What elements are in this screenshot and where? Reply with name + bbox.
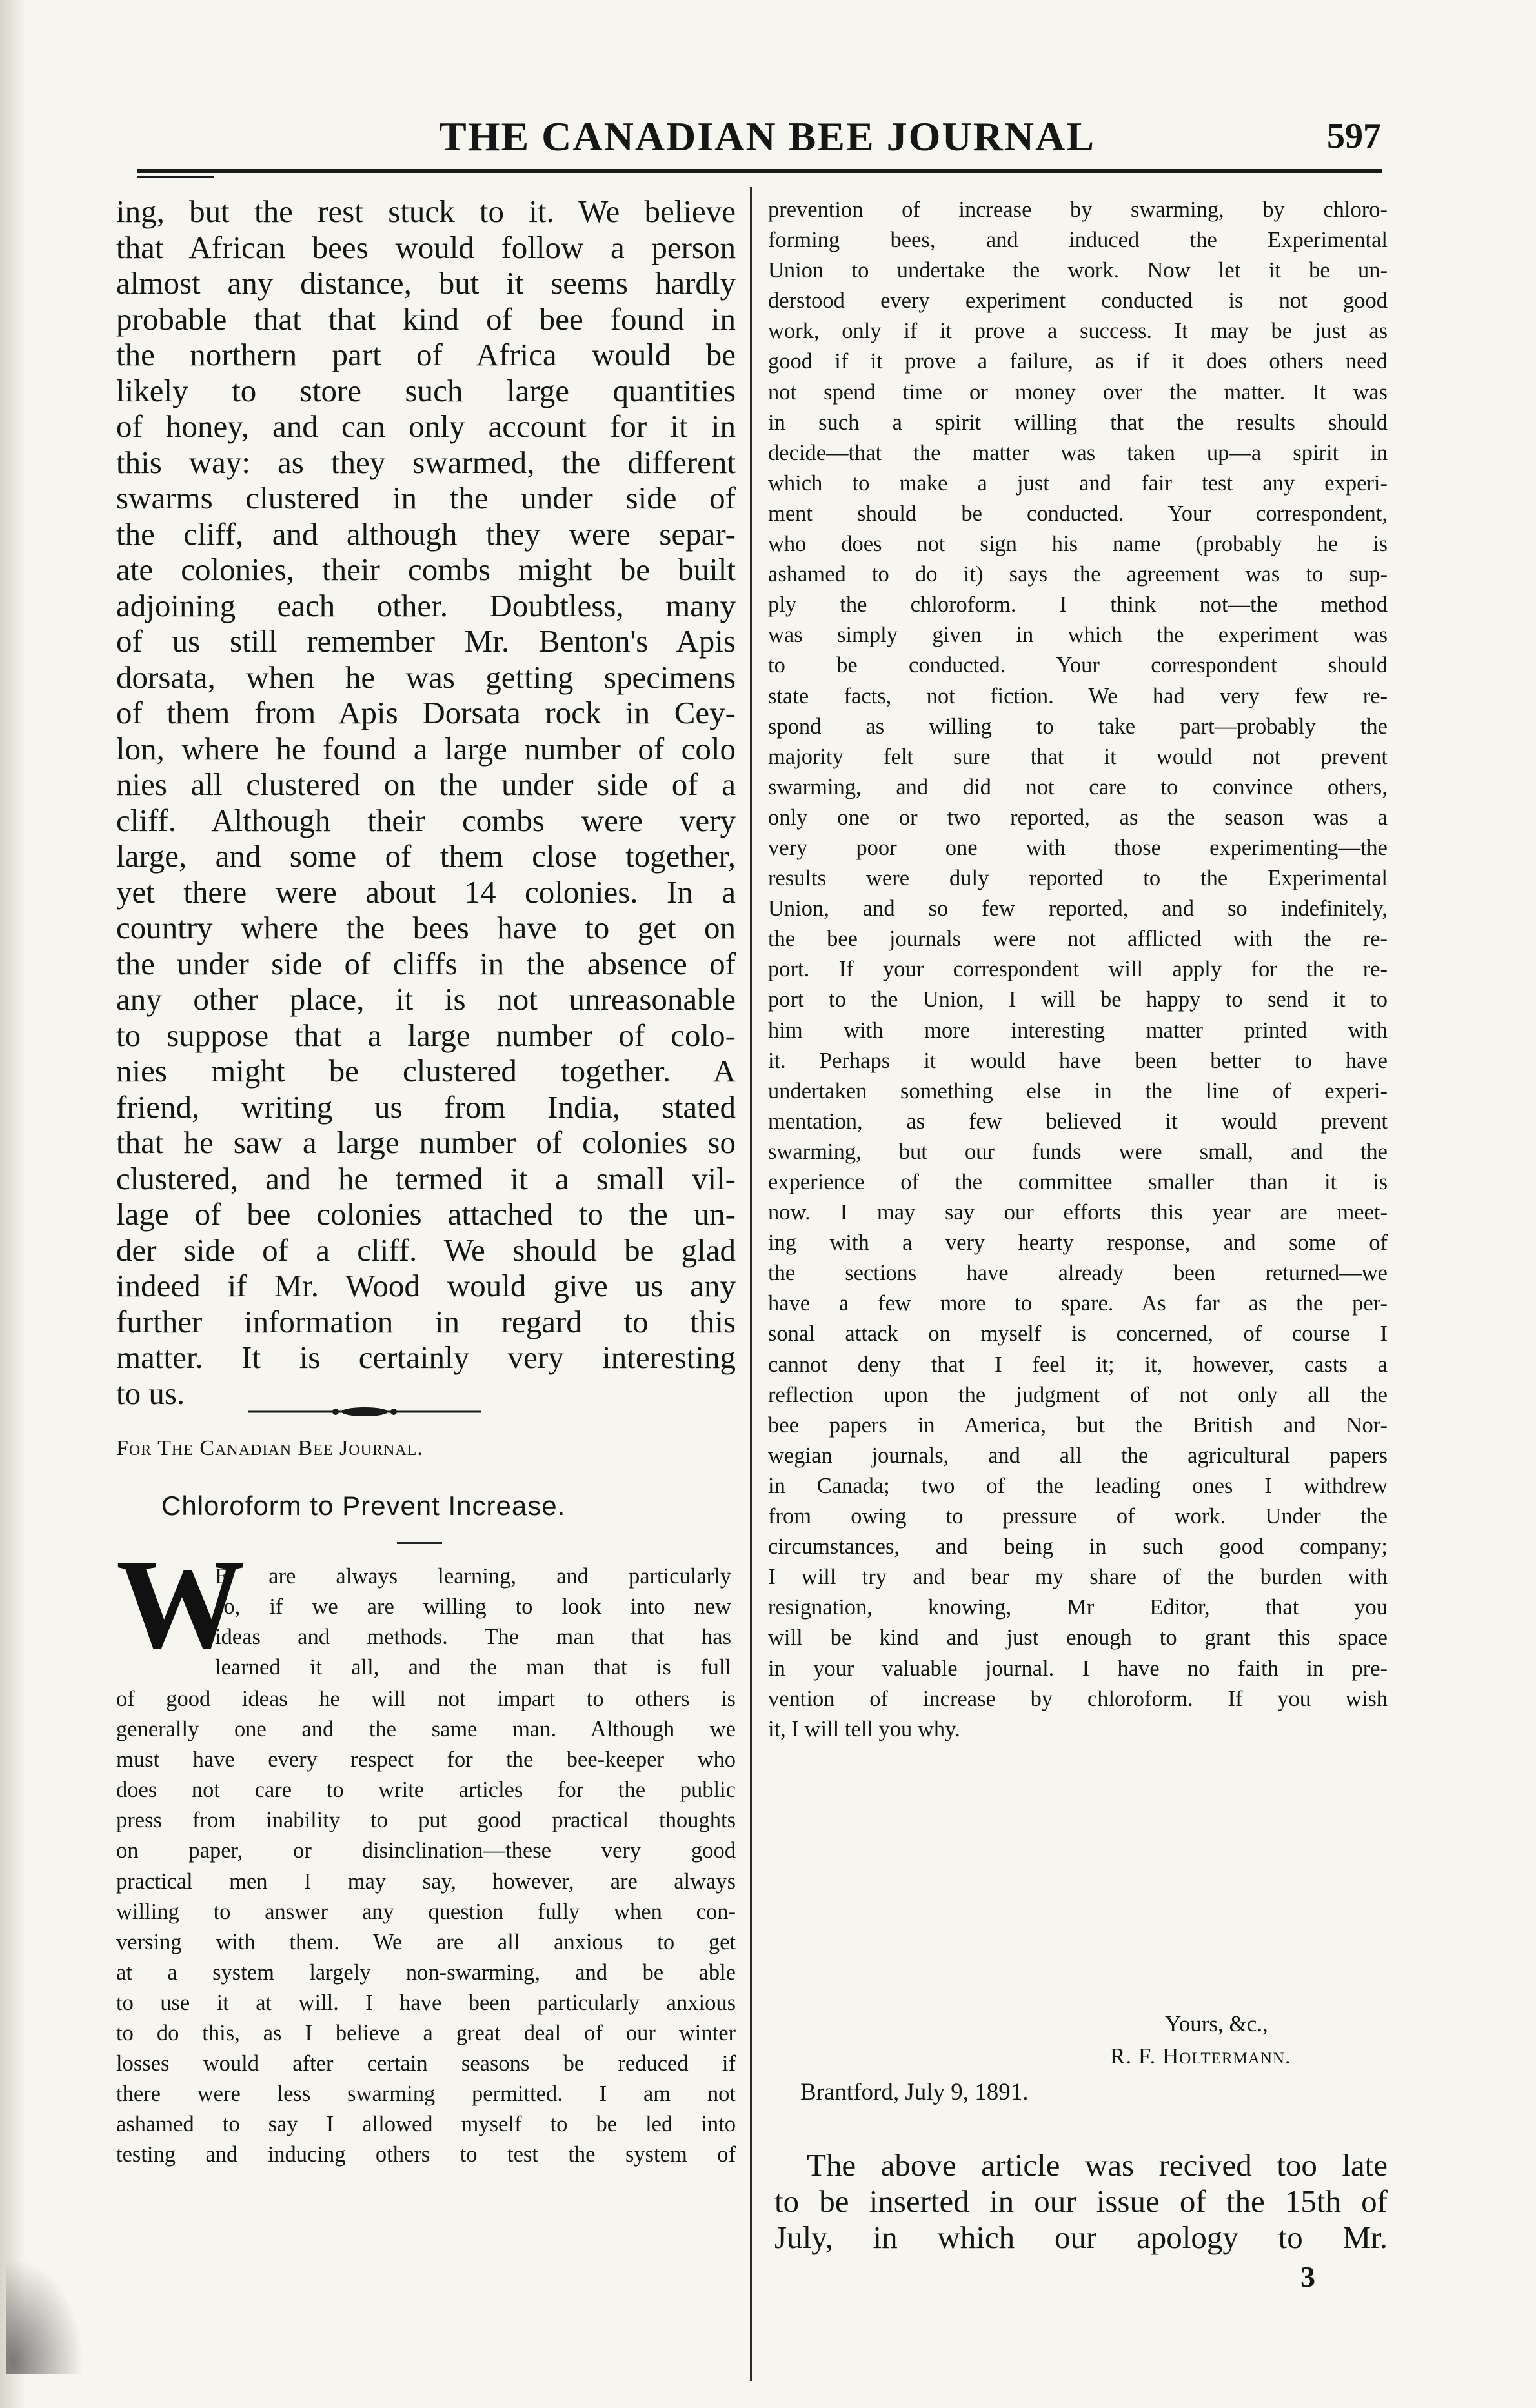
text-line: large, and some of them close together, bbox=[116, 838, 736, 874]
text-line: ideas and methods. The man that has bbox=[215, 1625, 731, 1650]
text-line: swarming, and did not care to convince others, bbox=[768, 774, 1388, 799]
text-line: there were less swarming permitted. I am not bbox=[116, 2082, 736, 2107]
text-line: good if it prove a failure, as if it does others need bbox=[768, 349, 1388, 374]
text-line: country where the bees have to get on bbox=[116, 910, 736, 945]
text-line: to do this, as I believe a great deal of our winter bbox=[116, 2021, 736, 2046]
text-line: yet there were about 14 colonies. In a bbox=[116, 874, 736, 910]
corner-smudge bbox=[6, 2258, 84, 2374]
catchword: 3 bbox=[1300, 2260, 1315, 2293]
text-line: to us. bbox=[116, 1375, 185, 1411]
text-line: very poor one with those experimenting—the bbox=[768, 835, 1388, 860]
text-line: E are always learning, and particularly bbox=[215, 1564, 731, 1589]
text-line: majority felt sure that it would not prevent bbox=[768, 744, 1388, 769]
text-line: on paper, or disinclination—these very good bbox=[116, 1838, 736, 1863]
text-line: I will try and bear my share of the burden with bbox=[768, 1565, 1388, 1590]
text-line: it. Perhaps it would have been better to have bbox=[768, 1048, 1388, 1073]
text-line: ate colonies, their combs might be built bbox=[116, 552, 736, 587]
article-right-body bbox=[768, 195, 1388, 1745]
text-line: nies might be clustered together. A bbox=[116, 1053, 736, 1089]
title-rule bbox=[397, 1542, 442, 1544]
article-opening-lines bbox=[215, 1561, 731, 1683]
text-line: ing with a very hearty response, and some of bbox=[768, 1230, 1388, 1256]
text-line: adjoining each other. Doubtless, many bbox=[116, 587, 736, 623]
text-line: matter. It is certainly very interesting bbox=[116, 1339, 736, 1375]
text-line: ing, but the rest stuck to it. We believe bbox=[116, 194, 736, 229]
left-column-continued-text bbox=[116, 194, 736, 1411]
text-line: the sections have already been returned—we bbox=[768, 1261, 1388, 1286]
text-line: that he saw a large number of colonies so bbox=[116, 1125, 736, 1160]
text-line: any other place, it is not unreasonable bbox=[116, 981, 736, 1017]
text-line: who does not sign his name (probably he is bbox=[768, 532, 1388, 557]
text-line: at a system largely non-swarming, and be able bbox=[116, 1960, 736, 1985]
text-line: bee papers in America, but the British and Nor- bbox=[768, 1412, 1388, 1438]
page-edge-shadow bbox=[0, 0, 26, 2408]
text-line: in such a spirit willing that the results should bbox=[768, 410, 1388, 435]
text-line: to use it at will. I have been particularly anxious bbox=[116, 1990, 736, 2015]
text-line: cliff. Although their combs were very bbox=[116, 802, 736, 838]
text-line: der side of a cliff. We should be glad bbox=[116, 1232, 736, 1268]
text-line: losses would after certain seasons be reduced if bbox=[116, 2051, 736, 2076]
closing-salutation: Yours, &c., bbox=[1165, 2011, 1268, 2036]
text-line: to be conducted. Your correspondent should bbox=[768, 653, 1388, 678]
text-line: resignation, knowing, Mr Editor, that you bbox=[768, 1595, 1388, 1620]
text-line: experience of the committee smaller than it is bbox=[768, 1170, 1388, 1194]
text-line: have a few more to spare. As far as the per- bbox=[768, 1291, 1388, 1316]
text-line: July, in which our apology to Mr. bbox=[774, 2220, 1388, 2255]
text-line: state facts, not fiction. We had very few re- bbox=[768, 683, 1388, 708]
place-date: Brantford, July 9, 1891. bbox=[800, 2079, 1029, 2105]
text-line: undertaken something else in the line of experi- bbox=[768, 1078, 1388, 1103]
text-line: in Canada; two of the leading ones I withdrew bbox=[768, 1473, 1388, 1498]
text-line: spond as willing to take part—probably the bbox=[768, 714, 1388, 739]
text-line: of honey, and can only account for it in bbox=[116, 408, 736, 444]
text-line: port to the Union, I will be happy to send it to bbox=[768, 987, 1388, 1012]
text-line: indeed if Mr. Wood would give us any bbox=[116, 1268, 736, 1303]
text-line: derstood every experiment conducted is not good bbox=[768, 288, 1388, 314]
text-line: now. I may say our efforts this year are meet- bbox=[768, 1200, 1388, 1225]
running-header bbox=[136, 113, 1407, 165]
text-line: the cliff, and although they were separ- bbox=[116, 516, 736, 552]
text-line: reflection upon the judgment of not only all the bbox=[768, 1382, 1388, 1407]
text-line: further information in regard to this bbox=[116, 1303, 736, 1339]
column-divider bbox=[750, 187, 752, 2381]
text-line: almost any distance, but it seems hardly bbox=[116, 265, 736, 301]
text-line: sonal attack on myself is concerned, of course I bbox=[768, 1321, 1388, 1347]
text-line: of us still remember Mr. Benton's Apis bbox=[116, 623, 736, 659]
header-swash bbox=[137, 176, 214, 178]
text-line: the northern part of Africa would be bbox=[116, 337, 736, 372]
text-line: nies all clustered on the under side of a bbox=[116, 767, 736, 802]
text-line: versing with them. We are all anxious to get bbox=[116, 1929, 736, 1954]
text-line: likely to store such large quantities bbox=[116, 372, 736, 408]
section-ornament bbox=[248, 1405, 481, 1418]
text-line: to be inserted in our issue of the 15th of bbox=[774, 2183, 1388, 2219]
text-line: ashamed to say I allowed myself to be led into bbox=[116, 2112, 736, 2137]
text-line: must have every respect for the bee-keeper who bbox=[116, 1747, 736, 1772]
text-line: the under side of cliffs in the absence of bbox=[116, 945, 736, 981]
text-line: was simply given in which the experiment was bbox=[768, 623, 1388, 648]
page-number: 597 bbox=[1327, 116, 1381, 156]
text-line: of them from Apis Dorsata rock in Cey- bbox=[116, 695, 736, 730]
article-left-body bbox=[116, 1684, 736, 2171]
text-line: clustered, and he termed it a small vil- bbox=[116, 1160, 736, 1196]
text-line: not spend time or money over the matter. It was bbox=[768, 379, 1388, 405]
article-title: Chloroform to Prevent Increase. bbox=[161, 1490, 566, 1521]
text-line: Union to undertake the work. Now let it be un- bbox=[768, 258, 1388, 283]
text-line: friend, writing us from India, stated bbox=[116, 1089, 736, 1125]
text-line: will be kind and just enough to grant this space bbox=[768, 1625, 1388, 1650]
text-line: the bee journals were not afflicted with the re- bbox=[768, 927, 1388, 952]
text-line: wegian journals, and all the agricultural papers bbox=[768, 1443, 1388, 1468]
text-line: decide—that the matter was taken up—a spirit in bbox=[768, 440, 1388, 465]
drop-cap: W bbox=[116, 1533, 245, 1676]
text-line: probable that that kind of bee found in bbox=[116, 301, 736, 337]
text-line: this way: as they swarmed, the different bbox=[116, 444, 736, 480]
text-line: press from inability to put good practical thoughts bbox=[116, 1808, 736, 1833]
text-line: Union, and so few reported, and so indefinitely, bbox=[768, 896, 1388, 921]
text-line: The above article was recived too late bbox=[807, 2147, 1388, 2183]
text-line: cannot deny that I feel it; it, however, casts a bbox=[768, 1352, 1388, 1377]
text-line: mentation, as few believed it would prevent bbox=[768, 1109, 1388, 1134]
text-line: does not care to write articles for the public bbox=[116, 1778, 736, 1803]
editor-note bbox=[774, 2147, 1388, 2256]
text-line: dorsata, when he was getting specimens bbox=[116, 659, 736, 695]
text-line: to suppose that a large number of colo- bbox=[116, 1017, 736, 1053]
text-line: ashamed to do it) says the agreement was to sup- bbox=[768, 562, 1388, 587]
text-line: forming bees, and induced the Experimental bbox=[768, 228, 1388, 253]
text-line: port. If your correspondent will apply for the re- bbox=[768, 957, 1388, 982]
text-line: of good ideas he will not impart to others is bbox=[116, 1687, 736, 1711]
text-line: willing to answer any question fully when con- bbox=[116, 1899, 736, 1924]
text-line: only one or two reported, as the season was a bbox=[768, 805, 1388, 830]
text-line: lage of bee colonies attached to the un- bbox=[116, 1196, 736, 1232]
text-line: ply the chloroform. I think not—the method bbox=[768, 592, 1388, 617]
header-rule bbox=[137, 169, 1382, 173]
author-name: R. F. Holtermann. bbox=[1110, 2043, 1291, 2069]
text-line: circumstances, and being in such good company; bbox=[768, 1534, 1388, 1560]
article-byline: For The Canadian Bee Journal. bbox=[116, 1436, 423, 1460]
text-line: which to make a just and fair test any experi- bbox=[768, 470, 1388, 496]
text-line: testing and inducing others to test the system of bbox=[116, 2142, 736, 2167]
text-line: swarms clustered in the under side of bbox=[116, 480, 736, 516]
text-line: him with more interesting matter printed with bbox=[768, 1018, 1388, 1043]
text-line: ment should be conducted. Your correspondent, bbox=[768, 501, 1388, 526]
text-line: it, I will tell you why. bbox=[768, 1716, 960, 1741]
text-line: practical men I may say, however, are always bbox=[116, 1869, 736, 1894]
text-line: that African bees would follow a person bbox=[116, 229, 736, 265]
text-line: in your valuable journal. I have no faith in pre- bbox=[768, 1656, 1388, 1681]
text-line: prevention of increase by swarming, by chloro- bbox=[768, 197, 1388, 222]
journal-title: THE CANADIAN BEE JOURNAL bbox=[439, 114, 1095, 159]
text-line: results were duly reported to the Experimental bbox=[768, 866, 1388, 891]
text-line: lon, where he found a large number of colo bbox=[116, 730, 736, 767]
text-line: from owing to pressure of work. Under the bbox=[768, 1504, 1388, 1529]
text-line: so, if we are willing to look into new bbox=[215, 1594, 731, 1620]
text-line: work, only if it prove a success. It may be just as bbox=[768, 319, 1388, 344]
text-line: learned it all, and the man that is full bbox=[215, 1655, 731, 1680]
text-line: vention of increase by chloroform. If you wish bbox=[768, 1686, 1388, 1711]
text-line: swarming, but our funds were small, and the bbox=[768, 1139, 1388, 1164]
text-line: generally one and the same man. Although we bbox=[116, 1717, 736, 1742]
